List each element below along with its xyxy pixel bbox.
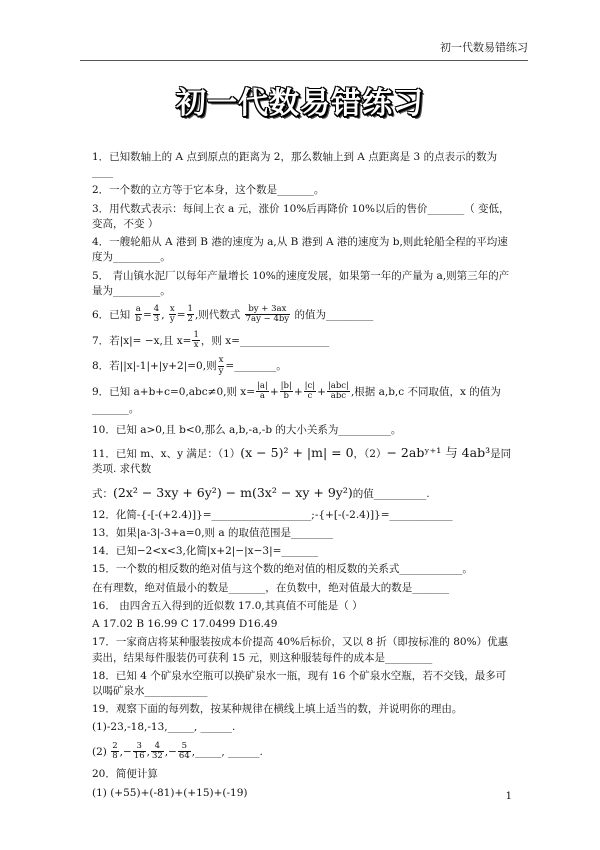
fraction: $\frac{a}{b}$	[135, 303, 141, 325]
question-20-part-1: (1) (+55)+(-81)+(+15)+(-19)	[92, 786, 248, 799]
question-7: 7．若|x|= −x,且 x= $\frac{1}{x}$ ，则 x=_________________	[92, 329, 330, 350]
question-10: 10．已知 a>0,且 b<0,那么 a,b,-a,-b 的大小关系为__________。	[92, 423, 402, 436]
question-19-part-1: (1)-23,-18,-13,_____, ______.	[92, 721, 236, 734]
question-16: 16． 由四舍五入得到的近似数 17.0,其真值不可能是（ ）	[92, 599, 363, 612]
fraction: $\frac{\text{|abc|}}{\text{abc}}$	[327, 381, 349, 402]
fraction: $\frac{|b|}{b}$	[280, 381, 292, 402]
fraction: $\frac{|c|}{c}$	[304, 381, 316, 402]
fraction: $\frac{4}{32}$	[151, 740, 163, 761]
question-17: 17．一家商店将某种服装按成本价提高 40%后标价，又以 8 折（即按标准的 80%）优惠卖出，结果每件服装仍可获利 15 元，则这种服装每件的成本是_________	[92, 636, 509, 664]
question-16-options: A 17.02 B 16.99 C 17.0499 D16.49	[92, 618, 278, 631]
question-13: 13．如果|a-3|-3+a=0,则 a 的取值范围是________	[92, 527, 333, 540]
question-11: 11．已知 m、x、y 满足：（1）(x − 5)² + |m| = 0，（2）− 2abʸ⁺¹ 与 4ab³是同类项. 求代数	[92, 445, 512, 476]
question-5: 5． 青山镇水泥厂以每年产量增长 10%的速度发展，如果第一年的产量为 a,则第三年的产量为_________。	[92, 269, 510, 297]
question-3: 3．用代数式表示：每间上衣 a 元，涨价 10%后再降价 10%以后的售价_______（ 变低，变高，不变 ）	[92, 202, 510, 230]
question-19: 19．观察下面的每列数，按某种规律在横线上填上适当的数，并说明你的理由。	[92, 703, 463, 716]
fraction: $\frac{x}{y}$	[218, 355, 224, 376]
question-19-part-2: (2) $\frac{2}{8}$ ,− $\frac{3}{16}$ , $\frac{4}{32}$ ,− $\frac{5}{64}$ ,_____, ______.	[92, 740, 263, 761]
question-9: 9．已知 a+b+c=0,abc≠0,则 x= $\frac{|a|}{a}$ + $\frac{|b|}{b}$ + $\frac{|c|}{c}$ + $\frac{\text{|abc|}}{\text{abc}}$ ,根据 a,b,c 不同取值，x 的值为_______。	[92, 381, 501, 415]
question-18: 18．已知 4 个矿泉水空瓶可以换矿泉水一瓶，现有 16 个矿泉水空瓶，若不交钱，最多可以喝矿泉水____________	[92, 669, 507, 697]
fraction: $\frac{3}{16}$	[133, 740, 145, 761]
running-header: 初一代数易错练习	[440, 41, 528, 54]
fraction: $\frac{x}{y}$	[169, 303, 175, 325]
fraction: $\frac{2}{8}$	[112, 740, 118, 761]
question-2: 2．一个数的立方等于它本身，这个数是_______。	[92, 184, 325, 197]
question-list	[92, 150, 512, 804]
question-8: 8．若||x|-1|+|y+2|=0,则 $\frac{x}{y}$ =________。	[92, 355, 287, 376]
question-6: 6．已知 $\frac{a}{b}$ = $\frac{4}{3}$ , $\frac{x}{y}$ = $\frac{1}{2}$ ,则代数式 $\frac{by + 3ax}{7ay - 4by}$ 的值为_________	[92, 303, 374, 325]
question-11-expression: 式：(2x² − 3xy + 6y²) − m(3x² − xy + 9y²)的值__________.	[92, 484, 430, 500]
fraction: $\frac{5}{64}$	[178, 740, 190, 761]
fraction: $\frac{1}{x}$	[193, 329, 199, 350]
question-1: 1．已知数轴上的 A 点到原点的距离为 2，那么数轴上到 A 点距离是 3 的点表示的数为____	[92, 151, 498, 179]
fraction: $\frac{4}{3}$	[153, 303, 160, 325]
math-expression: − 2abʸ⁺¹ 与 4ab³	[386, 445, 491, 461]
question-12: 12．化简-{-[-(+2.4)]}=___________________;-{+[-(-2.4)]}=____________	[92, 508, 453, 521]
page-number: 1	[505, 790, 512, 802]
page-title: 初一代数易错练习	[176, 86, 424, 121]
math-expression: (x − 5)² + |m| = 0	[240, 445, 354, 461]
question-20: 20．简便计算	[92, 768, 158, 781]
question-14: 14．已知−2<x<3,化简|x+2|−|x−3|=_______	[92, 545, 319, 558]
question-15-continued: 在有理数，绝对值最小的数是_______，在负数中，绝对值最大的数是_______	[92, 581, 449, 594]
question-15: 15．一个数的相反数的绝对值与这个数的绝对值的相反数的关系式____________。	[92, 563, 473, 576]
header-divider	[80, 60, 528, 61]
math-expression: (2x² − 3xy + 6y²) − m(3x² − xy + 9y²)	[113, 484, 353, 500]
fraction: $\frac{|a|}{a}$	[257, 381, 268, 402]
question-4: 4．一艘轮船从 A 港到 B 港的速度为 a,从 B 港到 A 港的速度为 b,则此轮船全程的平均速度为_________。	[92, 236, 508, 264]
fraction: $\frac{1}{2}$	[187, 303, 193, 325]
fraction: $\frac{by + 3ax}{7ay - 4by}$	[245, 303, 290, 325]
